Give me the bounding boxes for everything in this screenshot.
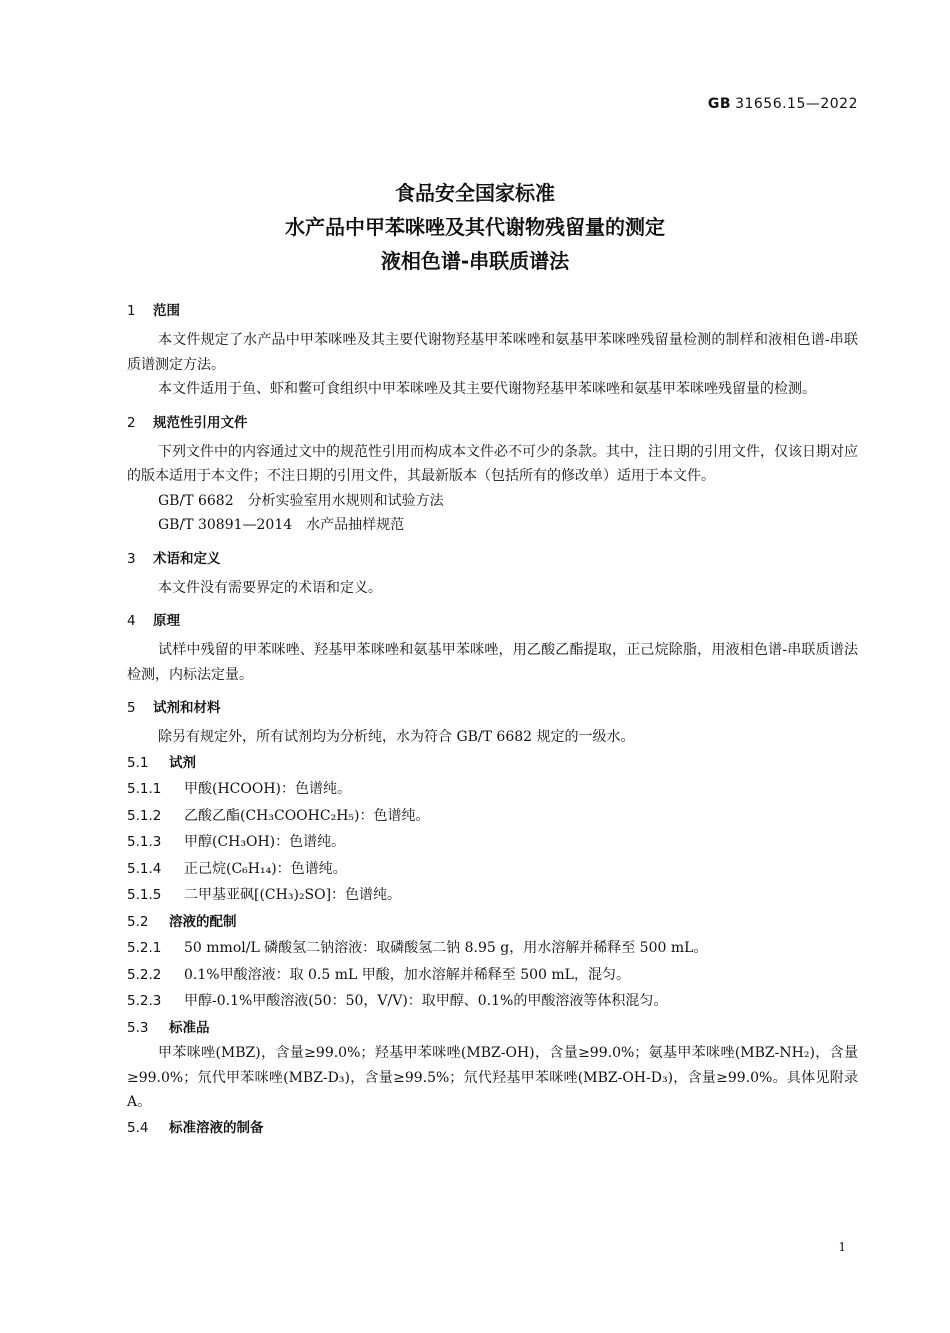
- section-number: 5: [127, 700, 136, 716]
- subsection-number: 5.1: [127, 754, 149, 771]
- list-item: [127, 882, 858, 909]
- item-text: 甲醇(CH₃OH)：色谱纯。: [184, 834, 346, 850]
- item-number: 5.1.4: [127, 860, 162, 877]
- item-number: 5.1.3: [127, 834, 162, 850]
- list-item: [127, 829, 858, 856]
- item-number: 5.2.3: [127, 993, 162, 1009]
- section-4-heading: [127, 610, 858, 632]
- subsection-5-1-heading: [127, 750, 858, 777]
- subsection-title: 标准溶液的制备: [169, 1119, 264, 1136]
- item-text: 二甲基亚砜[(CH₃)₂SO]：色谱纯。: [184, 887, 402, 903]
- section-title: 规范性引用文件: [153, 414, 248, 431]
- reference-item: [127, 489, 858, 514]
- item-text: 0.1%甲酸溶液：取 0.5 mL 甲酸，加水溶解并稀释至 500 mL，混匀。: [184, 966, 630, 983]
- subsection-number: 5.2: [127, 913, 149, 930]
- item-number: 5.2.2: [127, 966, 162, 983]
- title-line-3: 液相色谱-串联质谱法: [380, 249, 570, 273]
- section-title: 原理: [153, 613, 180, 629]
- list-item: [127, 935, 858, 962]
- section-1-paragraph-2: 本文件适用于鱼、虾和鳖可食组织中甲苯咪唑及其主要代谢物羟基甲苯咪唑和氨基甲苯咪唑残留量的检测。: [158, 381, 816, 397]
- standard-prefix: GB: [707, 96, 732, 112]
- reference-title: 水产品抽样规范: [306, 517, 405, 533]
- subsection-number: 5.4: [127, 1119, 149, 1136]
- document-body: [127, 300, 858, 1141]
- section-number: 3: [127, 550, 136, 567]
- reference-title: 分析实验室用水规则和试验方法: [247, 492, 444, 509]
- item-text: 正己烷(C₆H₁₄)：色谱纯。: [184, 860, 347, 877]
- item-number: 5.1.1: [127, 781, 162, 797]
- item-number: 5.2.1: [127, 940, 162, 956]
- title-line-1: 食品安全国家标准: [395, 181, 555, 205]
- title-line-2: 水产品中甲苯咪唑及其代谢物残留量的测定: [285, 215, 665, 239]
- item-number: 5.1.2: [127, 807, 162, 824]
- reference-item: [127, 513, 858, 538]
- item-text: 甲酸(HCOOH)：色谱纯。: [184, 781, 352, 797]
- section-title: 试剂和材料: [153, 700, 221, 716]
- subsection-title: 试剂: [169, 754, 196, 771]
- section-3-paragraph-1: 本文件没有需要界定的术语和定义。: [158, 579, 382, 596]
- standard-number: 31656.15—2022: [735, 96, 858, 112]
- section-number: 1: [127, 303, 136, 319]
- standard-code: [708, 96, 858, 112]
- section-1-paragraph-1: 本文件规定了水产品中甲苯咪唑及其主要代谢物羟基甲苯咪唑和氨基甲苯咪唑残留量检测的制样和液相色谱-串联质谱测定方法。: [127, 332, 858, 373]
- subsection-5-2-heading: [127, 909, 858, 936]
- section-2-heading: [127, 412, 858, 434]
- section-title: 术语和定义: [153, 550, 221, 567]
- reference-code: GB/T 6682: [158, 492, 234, 509]
- section-4-paragraph-1: 试样中残留的甲苯咪唑、羟基甲苯咪唑和氨基甲苯咪唑，用乙酸乙酯提取，正己烷除脂，用液相色谱-串联质谱法检测，内标法定量。: [127, 642, 858, 683]
- section-5-heading: [127, 697, 858, 719]
- item-number: 5.1.5: [127, 887, 162, 903]
- subsection-5-3-heading: [127, 1015, 858, 1042]
- item-text: 50 mmol/L 磷酸氢二钠溶液：取磷酸氢二钠 8.95 g，用水溶解并稀释至 500 mL。: [184, 940, 708, 956]
- item-text: 乙酸乙酯(CH₃COOHC₂H₅)：色谱纯。: [184, 807, 430, 824]
- list-item: [127, 776, 858, 803]
- page-number: 1: [838, 1240, 846, 1254]
- item-text: 甲醇-0.1%甲酸溶液(50：50，V/V)：取甲醇、0.1%的甲酸溶液等体积混匀。: [184, 993, 668, 1009]
- subsection-title: 标准品: [169, 1019, 210, 1036]
- section-2-paragraph-1: 下列文件中的内容通过文中的规范性引用而构成本文件必不可少的条款。其中，注日期的引用文件，仅该日期对应的版本适用于本文件；不注日期的引用文件，其最新版本（包括所有的修改单）适用于本文件。: [127, 443, 858, 484]
- section-5-paragraph-1: 除另有规定外，所有试剂均为分析纯，水为符合 GB/T 6682 规定的一级水。: [158, 729, 635, 745]
- subsection-title: 溶液的配制: [169, 913, 237, 930]
- list-item: [127, 962, 858, 989]
- reference-code: GB/T 30891—2014: [158, 517, 293, 533]
- subsection-number: 5.3: [127, 1019, 149, 1036]
- section-number: 2: [127, 414, 136, 431]
- list-item: [127, 988, 858, 1015]
- section-1-heading: [127, 300, 858, 322]
- section-number: 4: [127, 613, 136, 629]
- subsection-5-4-heading: [127, 1115, 858, 1142]
- list-item: [127, 803, 858, 830]
- section-3-heading: [127, 548, 858, 570]
- document-title: [0, 176, 950, 278]
- section-title: 范围: [153, 303, 180, 319]
- subsection-5-3-paragraph: 甲苯咪唑(MBZ)，含量≥99.0%；羟基甲苯咪唑(MBZ-OH)，含量≥99.0%；氨基甲苯咪唑(MBZ-NH₂)，含量≥99.0%；氘代甲苯咪唑(MBZ-D₃)，含量≥99.5%；氘代羟基甲苯咪唑(MBZ-OH-D₃)，含量≥99.0%。具体见附录 A。: [127, 1045, 858, 1110]
- list-item: [127, 856, 858, 883]
